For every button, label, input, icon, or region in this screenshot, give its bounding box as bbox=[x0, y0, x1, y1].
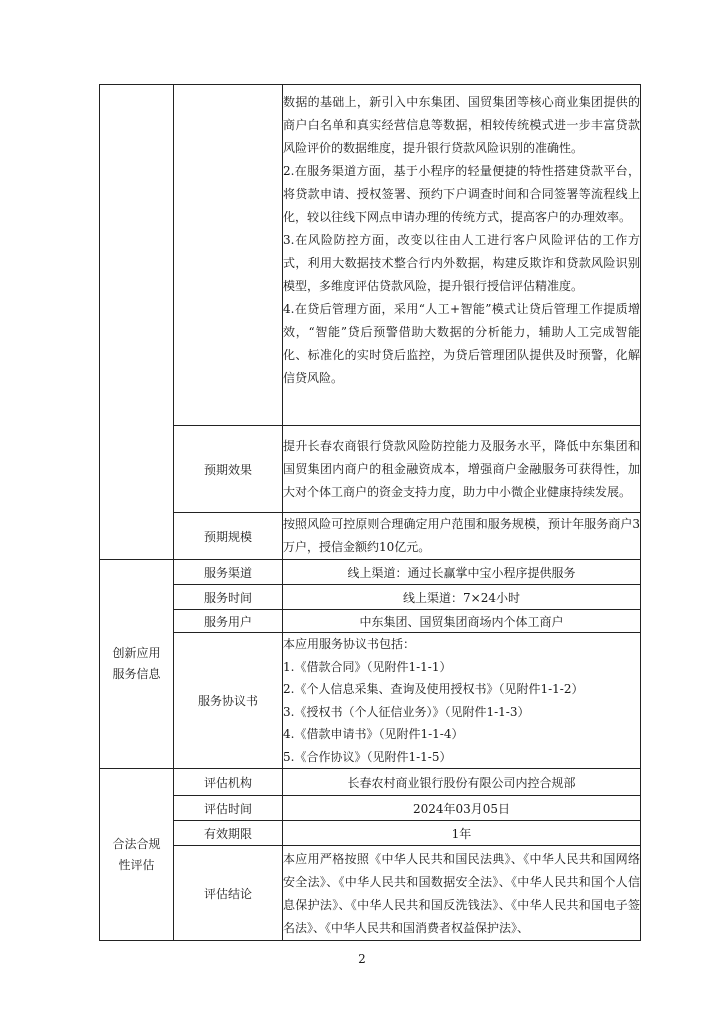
page-number: 2 bbox=[358, 952, 366, 966]
validity-value: 1年 bbox=[283, 821, 641, 846]
table-row bbox=[100, 610, 641, 633]
service-agreement-list bbox=[283, 633, 641, 769]
expected-scale-label: 预期规模 bbox=[174, 513, 283, 560]
table-row bbox=[100, 560, 641, 585]
service-agreement-label: 服务协议书 bbox=[174, 633, 283, 769]
table-row bbox=[100, 846, 641, 941]
agreement-item: 2.《个人信息采集、查询及使用授权书》（见附件1-1-2） bbox=[283, 682, 584, 696]
eval-date-value: 2024年03月05日 bbox=[283, 796, 641, 821]
table-row bbox=[100, 426, 641, 513]
application-info-table bbox=[99, 84, 641, 941]
eval-org-value: 长春农村商业银行股份有限公司内控合规部 bbox=[283, 769, 641, 796]
agreement-item: 3.《授权书（个人征信业务）》（见附件1-1-3） bbox=[283, 704, 530, 719]
agreement-item: 4.《借款申请书》（见附件1-1-4） bbox=[283, 727, 464, 741]
service-time-value: 线上渠道：7×24小时 bbox=[283, 585, 641, 610]
conclusion-text: 本应用严格按照《中华人民共和国民法典》、《中华人民共和国网络安全法》、《中华人民共和国数据安全法》、《中华人民共和国个人信息保护法》、《中华人民共和国反洗钱法》、《中华人民共和国电子签名法》、《中华人民共和国消费者权益保护法》、 bbox=[283, 846, 641, 941]
agreement-item: 1.《借款合同》（见附件1-1-1） bbox=[283, 659, 452, 674]
validity-label: 有效期限 bbox=[174, 821, 283, 846]
compliance-category-text: 合法合规性评估 bbox=[112, 836, 161, 872]
expected-scale-text: 按照风险可控原则合理确定用户范围和服务规模，预计年服务商户3万户，授信金额约10亿元。 bbox=[283, 513, 641, 560]
table-row bbox=[100, 85, 641, 426]
table-row bbox=[100, 585, 641, 610]
eval-date-label: 评估时间 bbox=[174, 796, 283, 821]
point-risk-control: 3.在风险防控方面，改变以往由人工进行客户风险评估的工作方式，利用大数据技术整合行内外数据，构建反欺诈和贷款风险识别模型，多维度评估贷款风险，提升银行授信评估精准度。 bbox=[283, 233, 640, 293]
service-time-label: 服务时间 bbox=[174, 585, 283, 610]
agreement-intro: 本应用服务协议书包括： bbox=[283, 637, 416, 651]
compliance-category bbox=[100, 769, 174, 941]
point-post-loan: 4.在贷后管理方面，采用“人工+智能”模式让贷后管理工作提质增效，“智能”贷后预警借助大数据的分析能力，辅助人工完成智能化、标准化的实时贷后监控，为贷后管理团队提供及时预警，化解信贷风险。 bbox=[283, 302, 640, 385]
service-users-value: 中东集团、国贸集团商场内个体工商户 bbox=[283, 610, 641, 633]
innovation-description-cell bbox=[283, 85, 641, 426]
service-info-category bbox=[100, 560, 174, 769]
service-info-category-text: 创新应用服务信息 bbox=[112, 646, 161, 681]
eval-org-label: 评估机构 bbox=[174, 769, 283, 796]
service-channel-label: 服务渠道 bbox=[174, 560, 283, 585]
table-row bbox=[100, 769, 641, 796]
agreement-item: 5.《合作协议》（见附件1-1-5） bbox=[283, 749, 452, 764]
service-users-label: 服务用户 bbox=[174, 610, 283, 633]
expected-effect-label: 预期效果 bbox=[174, 426, 283, 513]
table-row bbox=[100, 633, 641, 769]
expected-effect-text: 提升长春农商银行贷款风险防控能力及服务水平，降低中东集团和国贸集团内商户的租金融资成本，增强商户金融服务可获得性，加大对个体工商户的资金支持力度，助力中小微企业健康持续发展。 bbox=[283, 426, 641, 513]
blank-label-cell bbox=[174, 85, 283, 426]
blank-category-cell bbox=[100, 85, 174, 560]
point-service-channel: 2.在服务渠道方面，基于小程序的轻量便捷的特性搭建贷款平台，将贷款申请、授权签署、预约下户调查时间和合同签署等流程线上化，较以往线下网点申请办理的传统方式，提高客户的办理效率。 bbox=[283, 164, 640, 224]
table-row bbox=[100, 513, 641, 560]
intro-paragraph: 数据的基础上，新引入中东集团、国贸集团等核心商业集团提供的商户白名单和真实经营信息等数据，相较传统模式进一步丰富贷款风险评价的数据维度，提升银行贷款风险识别的准确性。 bbox=[283, 95, 640, 155]
table-row bbox=[100, 796, 641, 821]
service-channel-value: 线上渠道：通过长赢掌中宝小程序提供服务 bbox=[283, 560, 641, 585]
conclusion-label: 评估结论 bbox=[174, 846, 283, 941]
table-row bbox=[100, 821, 641, 846]
